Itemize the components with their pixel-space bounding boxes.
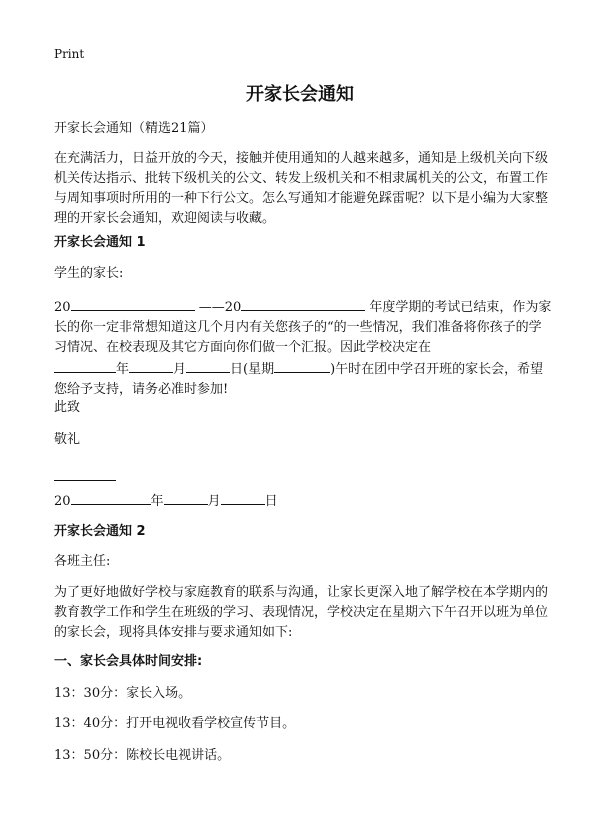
blank-sign-year [71, 490, 151, 505]
section2-greeting: 各班主任: [54, 554, 111, 569]
closing-salute: 敬礼 [54, 432, 81, 447]
date-month-label: 月 [173, 362, 187, 377]
list-item: 13：40分：打开电视收看学校宣传节目。 [54, 716, 296, 731]
section2-subheading: 一、家长会具体时间安排: [54, 654, 203, 669]
intro-paragraph: 在充满活力，日益开放的今天，接触并使用通知的人越来越多，通知是上级机关向下级机关传达指示、批转下级机关的公文、转发上级机关和不相隶属机关的公文，布置工作与周知事项时所用的一种下行公文。怎么写通知才能避免踩雷呢？以下是小编为大家整理的开家长会通知，欢迎阅读与收藏。 [54, 151, 549, 226]
page-title: 开家长会通知 [246, 84, 354, 105]
blank-year-end [241, 296, 365, 311]
blank-year [54, 358, 116, 373]
date-year-label: 年 [116, 362, 130, 377]
blank-weekday [274, 358, 330, 373]
blank-month [129, 358, 173, 373]
section2-body: 为了更好地做好学校与家庭教育的联系与沟通，让家长更深入地了解学校在本学期内的教育教学工作和学生在班级的学习、表现情况，学校决定在星期六下午召开以班为单位的家长会，现将具体安排与要求通知如下: [54, 585, 549, 640]
list-item: 13：30分：家长入场。 [54, 686, 192, 701]
blank-sign-month [164, 490, 208, 505]
section1-body [54, 296, 552, 400]
list-item: 13：50分：陈校长电视讲话。 [54, 748, 231, 763]
body-part1: 年度学期的考试已结束，作为家长的你一定非常想知道这几个月内有关您孩子的“的一些情况，我们准备将你孩子的学习情况、在校表现及其它方面向你们做一个汇报。因此学校决定在 [54, 300, 552, 355]
blank-year-start [71, 296, 195, 311]
signature-date: 20 年 月 日 [54, 490, 552, 512]
date-day-label: 日(星期 [230, 362, 275, 377]
year-prefix: 20 [54, 300, 71, 315]
blank-sign-day [221, 490, 265, 505]
section1-greeting: 学生的家长: [54, 266, 124, 281]
signature-line [54, 468, 552, 488]
section1-heading: 开家长会通知 1 [54, 235, 146, 250]
closing-respectfully: 此致 [54, 400, 81, 415]
blank-day [186, 358, 230, 373]
year-mid: ——20 [198, 300, 242, 315]
section2-heading: 开家长会通知 2 [54, 524, 146, 539]
subtitle: 开家长会通知（精选21篇） [54, 121, 214, 136]
print-label[interactable]: Print [54, 47, 85, 61]
body-part2: )午时在团中学召开班的家长会，希望您给予支持，请务必准时参加! [54, 362, 544, 397]
